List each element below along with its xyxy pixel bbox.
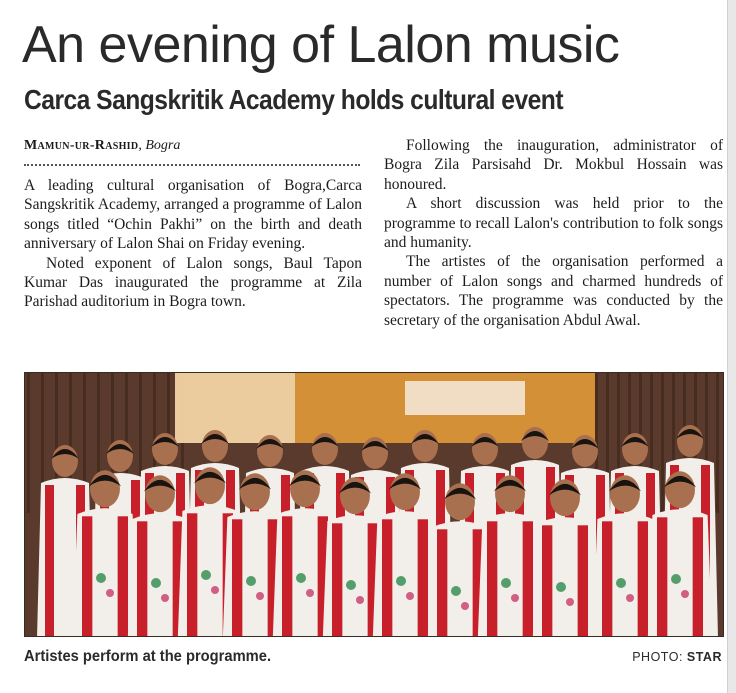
- dress-embroidery: [406, 592, 414, 600]
- front-row-performer-scarf: [523, 521, 533, 637]
- front-row-performer-scarf: [542, 525, 552, 637]
- dress-embroidery: [201, 570, 211, 580]
- front-row-performer-scarf: [693, 517, 703, 637]
- paragraph: Following the inauguration, administrator of Bogra Zila Parsisahd Dr. Mokbul Hossain was honoured.: [384, 137, 723, 193]
- front-row-performer-scarf: [82, 516, 92, 637]
- dress-embroidery: [511, 594, 519, 602]
- wall-slat: [661, 373, 664, 513]
- paragraph: A leading cultural organisation of Bogra,Carca Sangskritik Academy, arranged a programme of Lalon songs titled “Ochin Pakhi” on the birth and death anniversary of Lalon Shai on Friday evening.: [24, 177, 362, 253]
- dress-embroidery: [256, 592, 264, 600]
- byline: [24, 137, 364, 155]
- dress-embroidery: [616, 578, 626, 588]
- photo-credit-label: PHOTO:: [632, 650, 687, 664]
- performers-photo-illustration: [25, 373, 724, 637]
- byline-separator: ,: [138, 138, 146, 153]
- dress-embroidery: [501, 578, 511, 588]
- paragraph: The artistes of the organisation performed a number of Lalon songs and charmed hundreds of spectators. The programme was conducted by the secretary of the organisation Abdul Awal.: [384, 253, 723, 329]
- dress-embroidery: [151, 578, 161, 588]
- front-row-performer-scarf: [382, 519, 392, 637]
- front-row-performer-scarf: [487, 521, 497, 637]
- dress-embroidery: [296, 573, 306, 583]
- photo-caption: Artistes perform at the programme.: [24, 648, 272, 665]
- wall-slat: [716, 373, 719, 513]
- photo-credit-source: STAR: [686, 650, 722, 664]
- front-row-performer-scarf: [332, 523, 342, 637]
- front-row-performer-scarf: [578, 525, 588, 637]
- banner-lettering-block: [405, 381, 525, 415]
- dress-embroidery: [451, 586, 461, 596]
- front-row-performer-scarf: [638, 521, 648, 637]
- dress-embroidery: [211, 586, 219, 594]
- front-row-performer-scarf: [187, 513, 197, 637]
- page-edge: [727, 0, 736, 693]
- front-row-performer-scarf: [232, 519, 242, 637]
- byline-author: Mamun-ur-Rashid: [24, 138, 139, 153]
- paragraph: A short discussion was held prior to the programme to recall Lalon's contribution to folk songs and humanity.: [384, 195, 723, 252]
- news-photo: [24, 372, 724, 637]
- dress-embroidery: [346, 580, 356, 590]
- article-column-left: [24, 176, 362, 312]
- dress-embroidery: [396, 576, 406, 586]
- dress-embroidery: [356, 596, 364, 604]
- byline-location: Bogra: [145, 138, 181, 153]
- headline: An evening of Lalon music: [22, 16, 620, 74]
- front-row-performer-scarf: [437, 529, 447, 637]
- dress-embroidery: [96, 573, 106, 583]
- paragraph: Noted exponent of Lalon songs, Baul Tapon Kumar Das inaugurated the programme at Zila Parishad auditorium in Bogra town.: [24, 254, 362, 311]
- dress-embroidery: [671, 574, 681, 584]
- dress-embroidery: [681, 590, 689, 598]
- dress-embroidery: [161, 594, 169, 602]
- dress-embroidery: [566, 598, 574, 606]
- banner-artwork: [175, 373, 295, 443]
- article-column-right: [384, 136, 723, 330]
- front-row-performer-scarf: [118, 516, 128, 637]
- dress-embroidery: [626, 594, 634, 602]
- photo-credit: [600, 650, 722, 664]
- front-row-performer-scarf: [418, 519, 428, 637]
- dress-embroidery: [461, 602, 469, 610]
- byline-rule: [24, 164, 360, 166]
- front-row-performer-scarf: [137, 521, 147, 637]
- dress-embroidery: [306, 589, 314, 597]
- front-row-performer-scarf: [282, 516, 292, 637]
- wall-slat: [27, 373, 30, 513]
- front-row-performer-scarf: [602, 521, 612, 637]
- dress-embroidery: [246, 576, 256, 586]
- back-row-performer-scarf: [45, 485, 54, 637]
- dress-embroidery: [556, 582, 566, 592]
- front-row-performer-scarf: [657, 517, 667, 637]
- subheadline: Carca Sangskritik Academy holds cultural event: [24, 84, 563, 115]
- dress-embroidery: [106, 589, 114, 597]
